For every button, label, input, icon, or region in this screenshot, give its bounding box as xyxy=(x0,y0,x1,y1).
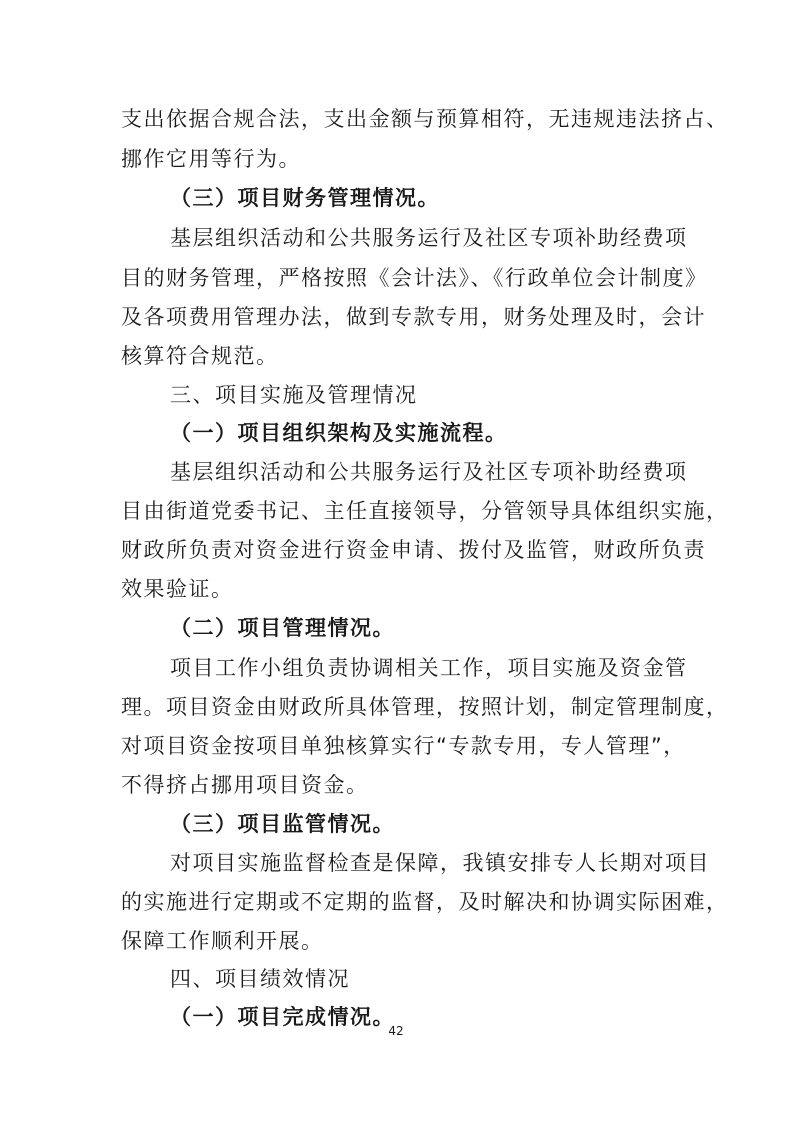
body-text-line: 支出依据合规合法，支出金额与预算相符，无违规违法挤占、 xyxy=(121,107,729,131)
section-heading: （三）项目财务管理情况。 xyxy=(170,186,440,210)
body-text-line: 不得挤占挪用项目资金。 xyxy=(121,773,369,797)
body-text-line: 及各项费用管理办法，做到专款专用，财务处理及时，会计 xyxy=(121,305,706,329)
chapter-heading: 三、项目实施及管理情况 xyxy=(170,383,418,407)
body-text-line: 对项目实施监督检查是保障，我镇安排专人长期对项目 xyxy=(170,851,710,875)
page-number: 42 xyxy=(388,1024,404,1038)
body-text-line: 基层组织活动和公共服务运行及社区专项补助经费项 xyxy=(170,460,688,484)
chapter-heading: 四、项目绩效情况 xyxy=(170,967,350,991)
body-text-line: 对项目资金按项目单独核算实行“专款专用，专人管理”， xyxy=(121,734,686,758)
section-heading: （二）项目管理情况。 xyxy=(170,616,395,640)
body-text-line: 保障工作顺利开展。 xyxy=(121,929,324,953)
body-text-line: 财政所负责对资金进行资金申请、拨付及监管，财政所负责 xyxy=(121,538,706,562)
section-heading: （一）项目组织架构及实施流程。 xyxy=(170,421,508,445)
body-text-line: 项目工作小组负责协调相关工作，项目实施及资金管 xyxy=(170,656,688,680)
body-text-line: 理。项目资金由财政所具体管理，按照计划，制定管理制度， xyxy=(121,695,729,719)
section-heading: （一）项目完成情况。 xyxy=(170,1005,395,1029)
body-text-line: 效果验证。 xyxy=(121,577,234,601)
body-text-line: 基层组织活动和公共服务运行及社区专项补助经费项 xyxy=(170,226,688,250)
body-text-line: 挪作它用等行为。 xyxy=(121,147,301,171)
section-heading: （三）项目监管情况。 xyxy=(170,812,395,836)
body-text-line: 核算符合规范。 xyxy=(121,344,279,368)
body-text-line: 目的财务管理，严格按照《会计法》、《行政单位会计制度》 xyxy=(121,266,708,290)
body-text-line: 目由街道党委书记、主任直接领导，分管领导具体组织实施， xyxy=(121,499,729,523)
body-text-line: 的实施进行定期或不定期的监督，及时解决和协调实际困难， xyxy=(121,890,729,914)
